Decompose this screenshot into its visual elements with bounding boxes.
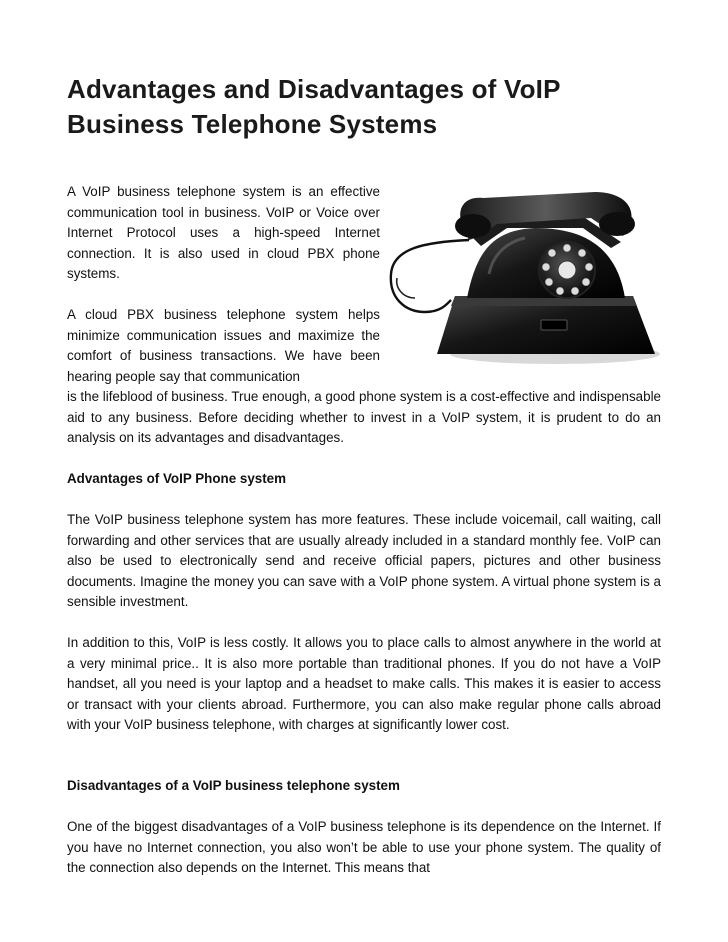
advantages-paragraph-1: The VoIP business telephone system has more features. These include voicemail, call waiting, call forwarding and other services that are usually already included in a standard monthly fee. VoIP can also be used to electronically send and receive official papers, pictures and other business documents. Imagine the money you can save with a VoIP phone system. A virtual phone system is a sensible investment. <box>67 512 661 609</box>
disadvantages-heading: Disadvantages of a VoIP business telephone system <box>67 778 400 793</box>
advantages-heading: Advantages of VoIP Phone system <box>67 471 287 486</box>
intro-paragraph-1: A VoIP business telephone system is an effective communication tool in business. VoIP or Voice over Internet Protocol uses a high-speed Internet connection. It is also used in cloud PBX phone systems. <box>67 184 380 281</box>
rotary-phone-image <box>385 178 665 370</box>
advantages-paragraph-2: In addition to this, VoIP is less costly. It allows you to place calls to almost anywhere in the world at a very minimal price.. It is also more portable than traditional phones. If you do not have a VoIP handset, all you need is your laptop and a headset to make calls. This makes it is easier to access or transact with your clients abroad. Furthermore, you can also make regular phone calls abroad with your VoIP business telephone, with charges at significantly lower cost. <box>67 635 661 732</box>
page-title: Advantages and Disadvantages of VoIP Business Telephone Systems <box>67 74 561 139</box>
disadvantages-paragraph-1: One of the biggest disadvantages of a VoIP business telephone is its dependence on the Internet. If you have no Internet connection, you also won’t be able to use your phone system. The quality of the connection also depends on the Internet. This means that <box>67 819 661 875</box>
intro-paragraph-2-bottom: is the lifeblood of business. True enough, a good phone system is a cost-effective and indispensable aid to any business. Before deciding whether to invest in a VoIP system, it is prudent to do an analysis on its advantages and disadvantages. <box>67 389 661 445</box>
intro-paragraph-2-top: A cloud PBX business telephone system helps minimize communication issues and maximize the comfort of business transactions. We have been hearing people say that communication <box>67 307 380 384</box>
